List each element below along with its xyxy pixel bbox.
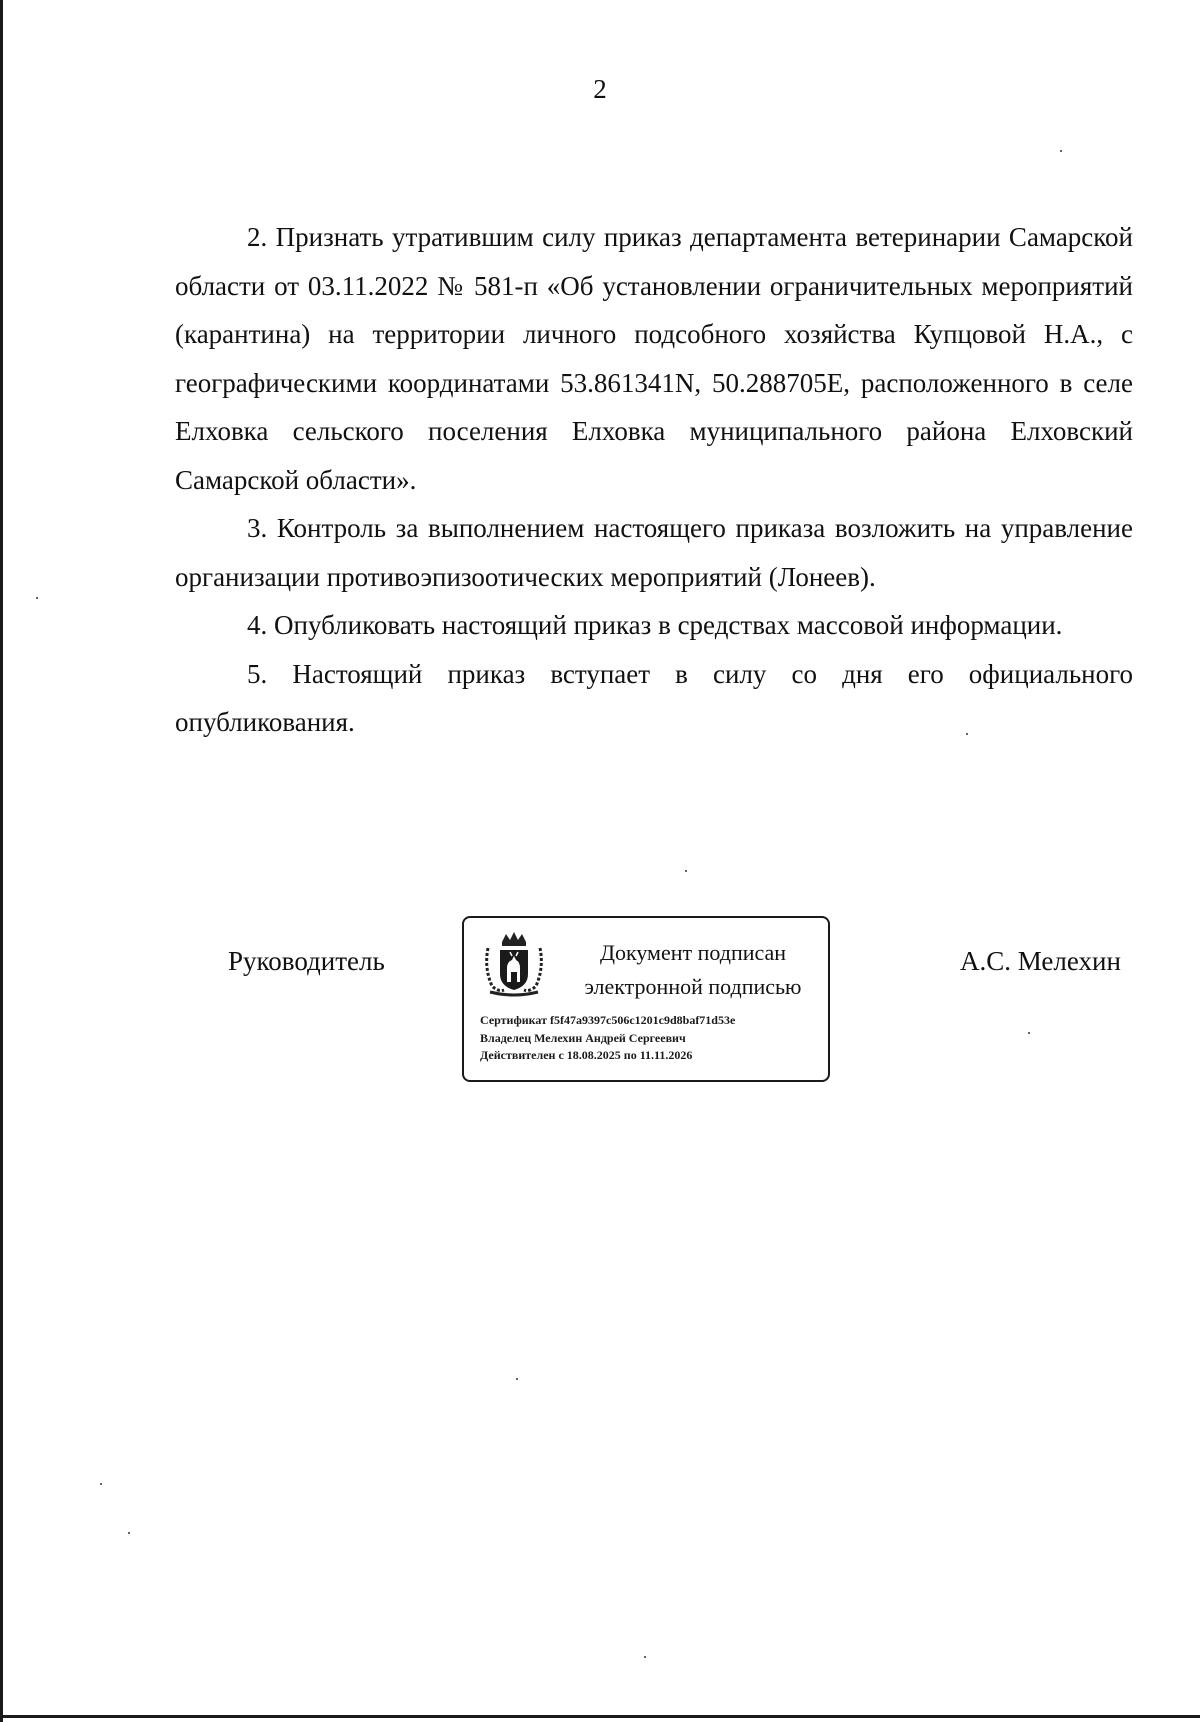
scan-speck [516,1378,518,1380]
paragraph-3: 3. Контроль за выполнением настоящего приказа возложить на управление организации противоэпизоотических мероприятий (Лонеев). [175,513,1133,592]
scan-speck [685,870,687,872]
stamp-electronic-signature-label: электронной подписью [584,974,802,999]
stamp-validity: Действителен с 18.08.2025 по 11.11.2026 [480,1048,693,1062]
stamp-owner: Владелец Мелехин Андрей Сергеевич [480,1030,686,1045]
paragraph-5: 5. Настоящий приказ вступает в силу со дня его официального опубликования. [175,658,1133,737]
scan-speck [966,733,968,735]
signatory-name: А.С. Мелехин [960,946,1121,976]
samara-coat-of-arms-icon [482,928,546,998]
stamp-certificate: Сертификат f5f47a9397c506c1201c9d8baf71d53e [480,1013,736,1027]
scan-edge-bottom [0,1715,1200,1718]
scan-speck [1028,1032,1030,1034]
scan-speck [36,597,38,599]
paragraph-4: 4. Опубликовать настоящий приказ в средствах массовой информации. [247,610,1063,640]
document-body [175,213,1133,747]
scan-speck [644,1656,646,1658]
page-number: 2 [593,74,607,104]
paragraph-2: 2. Признать утратившим силу приказ департамента ветеринарии Самарской области от 03.11.2022 № 581-п «Об установлении ограничительных мероприятий (карантина) на территории личного подсобного хозяйства Купцовой Н.А., с географическими координатами 53.861341N, 50.288705E, расположенного в селе Елховка сельского поселения Елховка муниципального района Елховский Самарской области». [175,222,1133,495]
stamp-signed-label: Документ подписан [599,940,787,965]
scan-speck [1060,150,1062,152]
scan-speck [100,1483,102,1485]
scan-speck [128,1532,130,1534]
scan-edge-left [0,0,3,1722]
signature-block [0,916,1200,1086]
stamp-details [480,1012,735,1065]
electronic-signature-stamp [462,916,830,1082]
signatory-title: Руководитель [228,946,385,976]
